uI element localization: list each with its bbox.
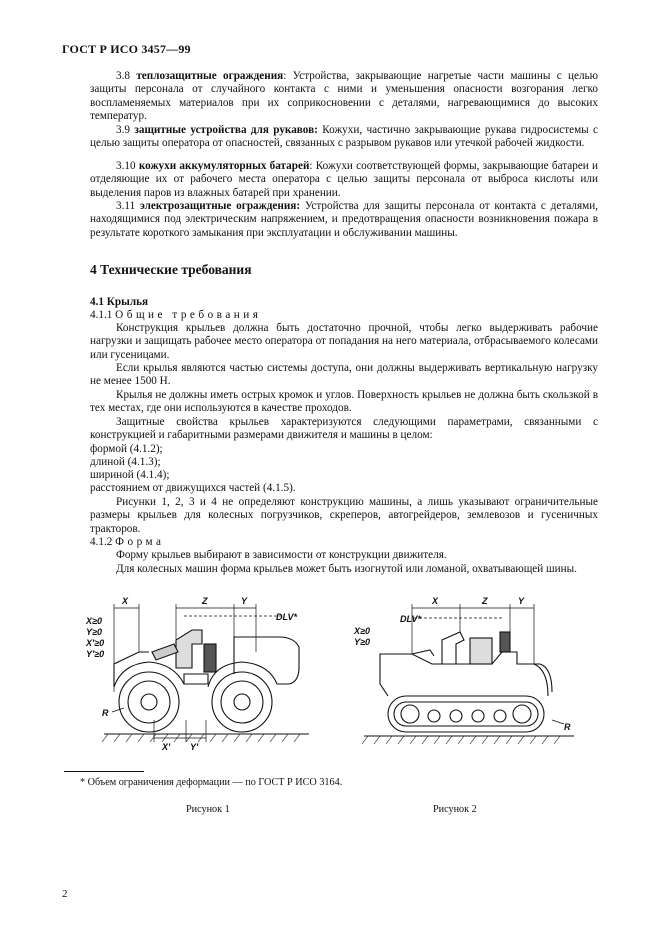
fig2-label-x-cond: X≥0	[354, 626, 370, 636]
subsection-4-1-2: 4.1.2 Форма	[90, 536, 165, 548]
paragraph-shape: Форму крыльев выбирают в зависимости от конструкции движителя.	[116, 549, 447, 561]
fig1-label-xp: X'	[162, 742, 171, 752]
list-item: формой (4.1.2);	[90, 443, 163, 455]
paragraph-wheeled: Для колесных машин форма крыльев может быть изогнутой или ломаной, охватывающей шины.	[116, 563, 577, 575]
paragraph-properties: Защитные свойства крыльев характеризуются следующими параметрами, связанными с конструкцией и габаритными размерами движителя и машины в целом:	[90, 416, 598, 442]
fig2-label-x: X	[432, 596, 439, 606]
paragraph-strength: Конструкция крыльев должна быть достаточно прочной, чтобы легко выдерживать рабочие нагрузки и защищать рабочее место оператора от попадания на него материала, отбрасываемого колесами или гусеницами.	[90, 322, 598, 361]
figure-1-wheeled-machine	[84, 592, 324, 752]
list-item: расстоянием от движущихся частей (4.1.5).	[90, 482, 296, 494]
fig1-label-x-cond: X≥0	[86, 616, 102, 626]
fig1-label-z: Z	[202, 596, 208, 606]
fig2-label-dlv: DLV*	[400, 614, 422, 624]
figure-2-tracked-machine	[352, 592, 592, 752]
fig1-label-yp-cond: Y'≥0	[86, 649, 105, 659]
paragraph-load: Если крылья являются частью системы доступа, они должны выдерживать вертикальную нагрузку не менее 1500 Н.	[90, 362, 598, 388]
footnote: * Объем ограничения деформации — по ГОСТ Р ИСО 3164.	[80, 777, 343, 788]
definition-3-10: 3.10 кожухи аккумуляторных батарей: Кожухи соответствующей формы, закрывающие батареи и отделяющие их от рабочего места оператора с целью защиты персонала от выброса кислоты или выделения паров из влажных батарей при хранении.	[90, 160, 599, 199]
footnote-divider	[64, 771, 144, 772]
list-item: длиной (4.1.3);	[90, 456, 161, 468]
paragraph-edges: Крылья не должны иметь острых кромок и углов. Поверхность крыльев не должна быть скользкой в тех местах, где они используются в качестве проходов.	[90, 389, 598, 415]
paragraph-figures: Рисунки 1, 2, 3 и 4 не определяют конструкцию машины, а лишь указывают ограничительные размеры крыльев для колесных погрузчиков, скреперов, автогрейдеров, землевозов и гусеничных тракторов.	[90, 496, 598, 535]
list-item: шириной (4.1.4);	[90, 469, 170, 481]
fig1-label-x: X	[122, 596, 129, 606]
fig1-label-y-cond: Y≥0	[86, 627, 102, 637]
fig1-label-r: R	[102, 708, 109, 718]
fig1-label-dlv: DLV*	[276, 612, 298, 622]
document-header: ГОСТ Р ИСО 3457—99	[62, 42, 191, 56]
fig2-label-r: R	[564, 722, 571, 732]
fig1-label-xp-cond: X'≥0	[86, 638, 105, 648]
fig2-label-z: Z	[482, 596, 488, 606]
fig1-label-yp: Y'	[190, 742, 199, 752]
fig2-label-y: Y	[518, 596, 525, 606]
definition-3-8: 3.8 теплозащитные ограждения: Устройства, закрывающие нагретые части машины с целью защиты персонала от случайного контакта с ними и уменьшения опасности возгорания легко воспламеняемых материалов при их соприкосновении с деталями, нагревающимися до высоких температур.	[90, 70, 599, 123]
page-number: 2	[62, 888, 68, 900]
section-title: 4 Технические требования	[90, 262, 252, 277]
fig2-label-y-cond: Y≥0	[354, 637, 370, 647]
subsection-4-1-1: 4.1.1 Общие требования	[90, 309, 262, 321]
definition-3-11: 3.11 электрозащитные ограждения: Устройства для защиты персонала от контакта с деталями, находящимися под электрическим напряжением, и предотвращения опасности возникновения пожара в результате короткого замыкания при эксплуатации и обслуживании машины.	[90, 200, 598, 239]
figure-1-caption: Рисунок 1	[186, 804, 230, 815]
fig1-label-y: Y	[241, 596, 248, 606]
definition-3-9: 3.9 защитные устройства для рукавов: Кожухи, частично закрывающие рукава гидросистемы с целью защиты оператора от опасностей, связанных с разрывом рукавов или утечкой рабочей жидкости.	[90, 124, 599, 150]
figure-2-caption: Рисунок 2	[433, 804, 477, 815]
subsection-4-1: 4.1 Крылья	[90, 296, 149, 308]
